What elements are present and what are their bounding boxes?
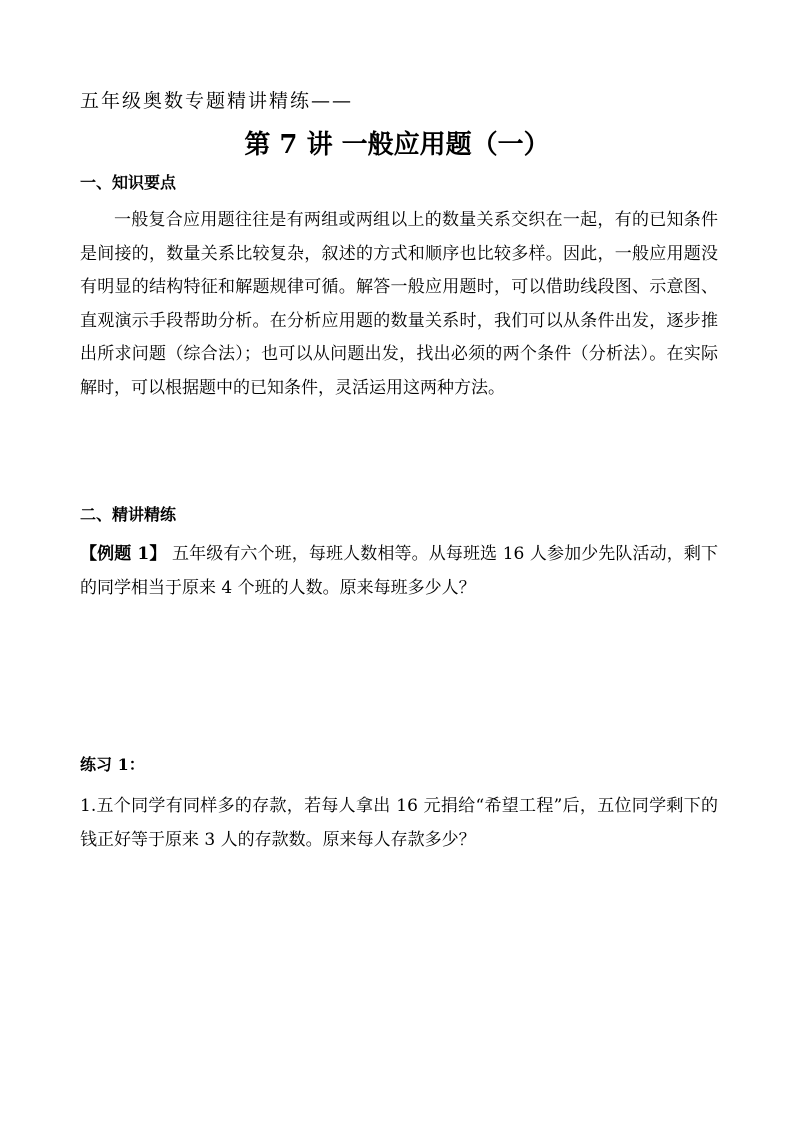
knowledge-paragraph: 一般复合应用题往往是有两组或两组以上的数量关系交织在一起，有的已知条件是间接的，数量关系比较复杂，叙述的方式和顺序也比较多样。因此，一般应用题没有明显的结构特征和解题规律可循。解答一般应用题时，可以借助线段图、示意图、直观演示手段帮助分析。在分析应用题的数量关系时，我们可以从条件出发，逐步推出所求问题（综合法）；也可以从问题出发，找出必须的两个条件（分析法）。在实际解时，可以根据题中的已知条件，灵活运用这两种方法。	[80, 210, 718, 398]
example-1	[80, 538, 718, 605]
example-1-label: 【例题 1】	[80, 544, 167, 564]
lecture-title: 第 7 讲 一般应用题（一）	[244, 130, 550, 160]
exercise-1-label: 练习 1：	[80, 755, 145, 774]
exercise-1-item-1: 1.五个同学有同样多的存款，若每人拿出 16 元捐给“希望工程”后，五位同学剩下的钱正好等于原来 3 人的存款数。原来每人存款多少？	[80, 796, 718, 850]
series-title: 五年级奥数专题精讲精练——	[80, 90, 354, 112]
section-heading-knowledge: 一、知识要点	[80, 173, 177, 192]
example-1-text: 五年级有六个班，每班人数相等。从每班选 16 人参加少先队活动，剩下的同学相当于原来 4 个班的人数。原来每班多少人？	[80, 544, 719, 598]
section-heading-practice: 二、精讲精练	[80, 505, 177, 524]
